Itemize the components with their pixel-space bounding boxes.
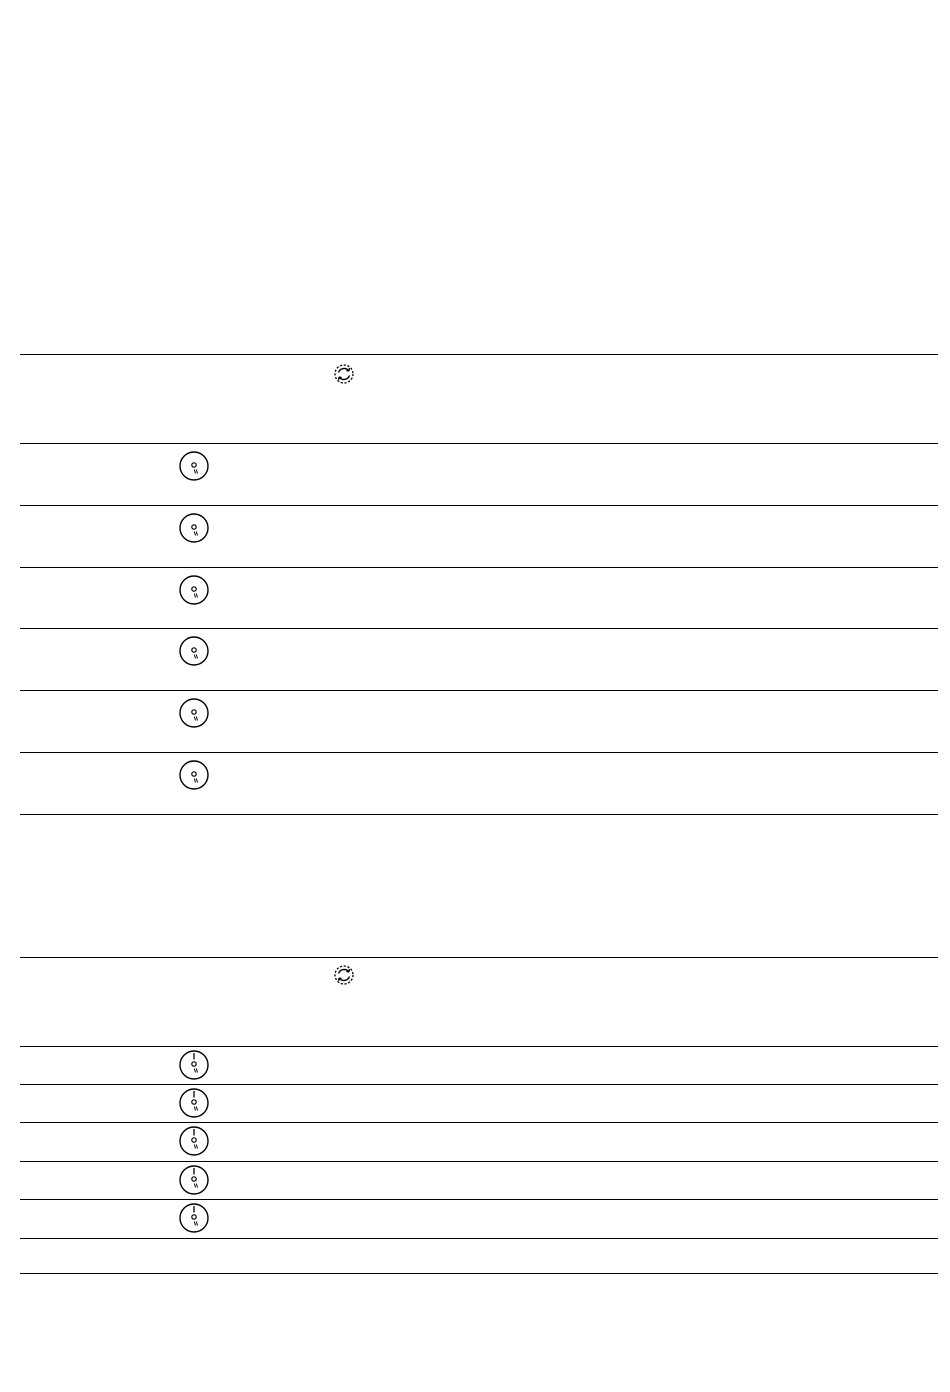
table-rule xyxy=(20,1046,938,1047)
knob-position-icon xyxy=(178,512,210,544)
table-rule xyxy=(20,354,938,355)
settings-table-2 xyxy=(20,957,938,1277)
knob-position-icon xyxy=(178,635,210,667)
knob-position-top-icon xyxy=(178,1202,210,1234)
fan-convection-icon xyxy=(332,963,356,987)
table-rule xyxy=(20,690,938,691)
table-rule xyxy=(20,1084,938,1085)
fan-convection-icon xyxy=(332,362,356,386)
table-rule xyxy=(20,1238,938,1239)
table-rule xyxy=(20,1122,938,1123)
knob-position-top-icon xyxy=(178,1049,210,1081)
table-rule xyxy=(20,628,938,629)
table-rule xyxy=(20,1199,938,1200)
table-rule xyxy=(20,443,938,444)
table-rule xyxy=(20,1161,938,1162)
knob-position-icon xyxy=(178,450,210,482)
knob-position-top-icon xyxy=(178,1164,210,1196)
knob-position-icon xyxy=(178,574,210,606)
knob-position-top-icon xyxy=(178,1125,210,1157)
table-rule xyxy=(20,957,938,958)
knob-position-icon xyxy=(178,697,210,729)
table-rule xyxy=(20,1273,938,1274)
blank-top-area xyxy=(20,20,938,320)
settings-table-1 xyxy=(20,354,938,816)
table-rule xyxy=(20,814,938,815)
table-rule xyxy=(20,752,938,753)
knob-position-top-icon xyxy=(178,1087,210,1119)
table-rule xyxy=(20,505,938,506)
table-rule xyxy=(20,567,938,568)
knob-position-icon xyxy=(178,759,210,791)
